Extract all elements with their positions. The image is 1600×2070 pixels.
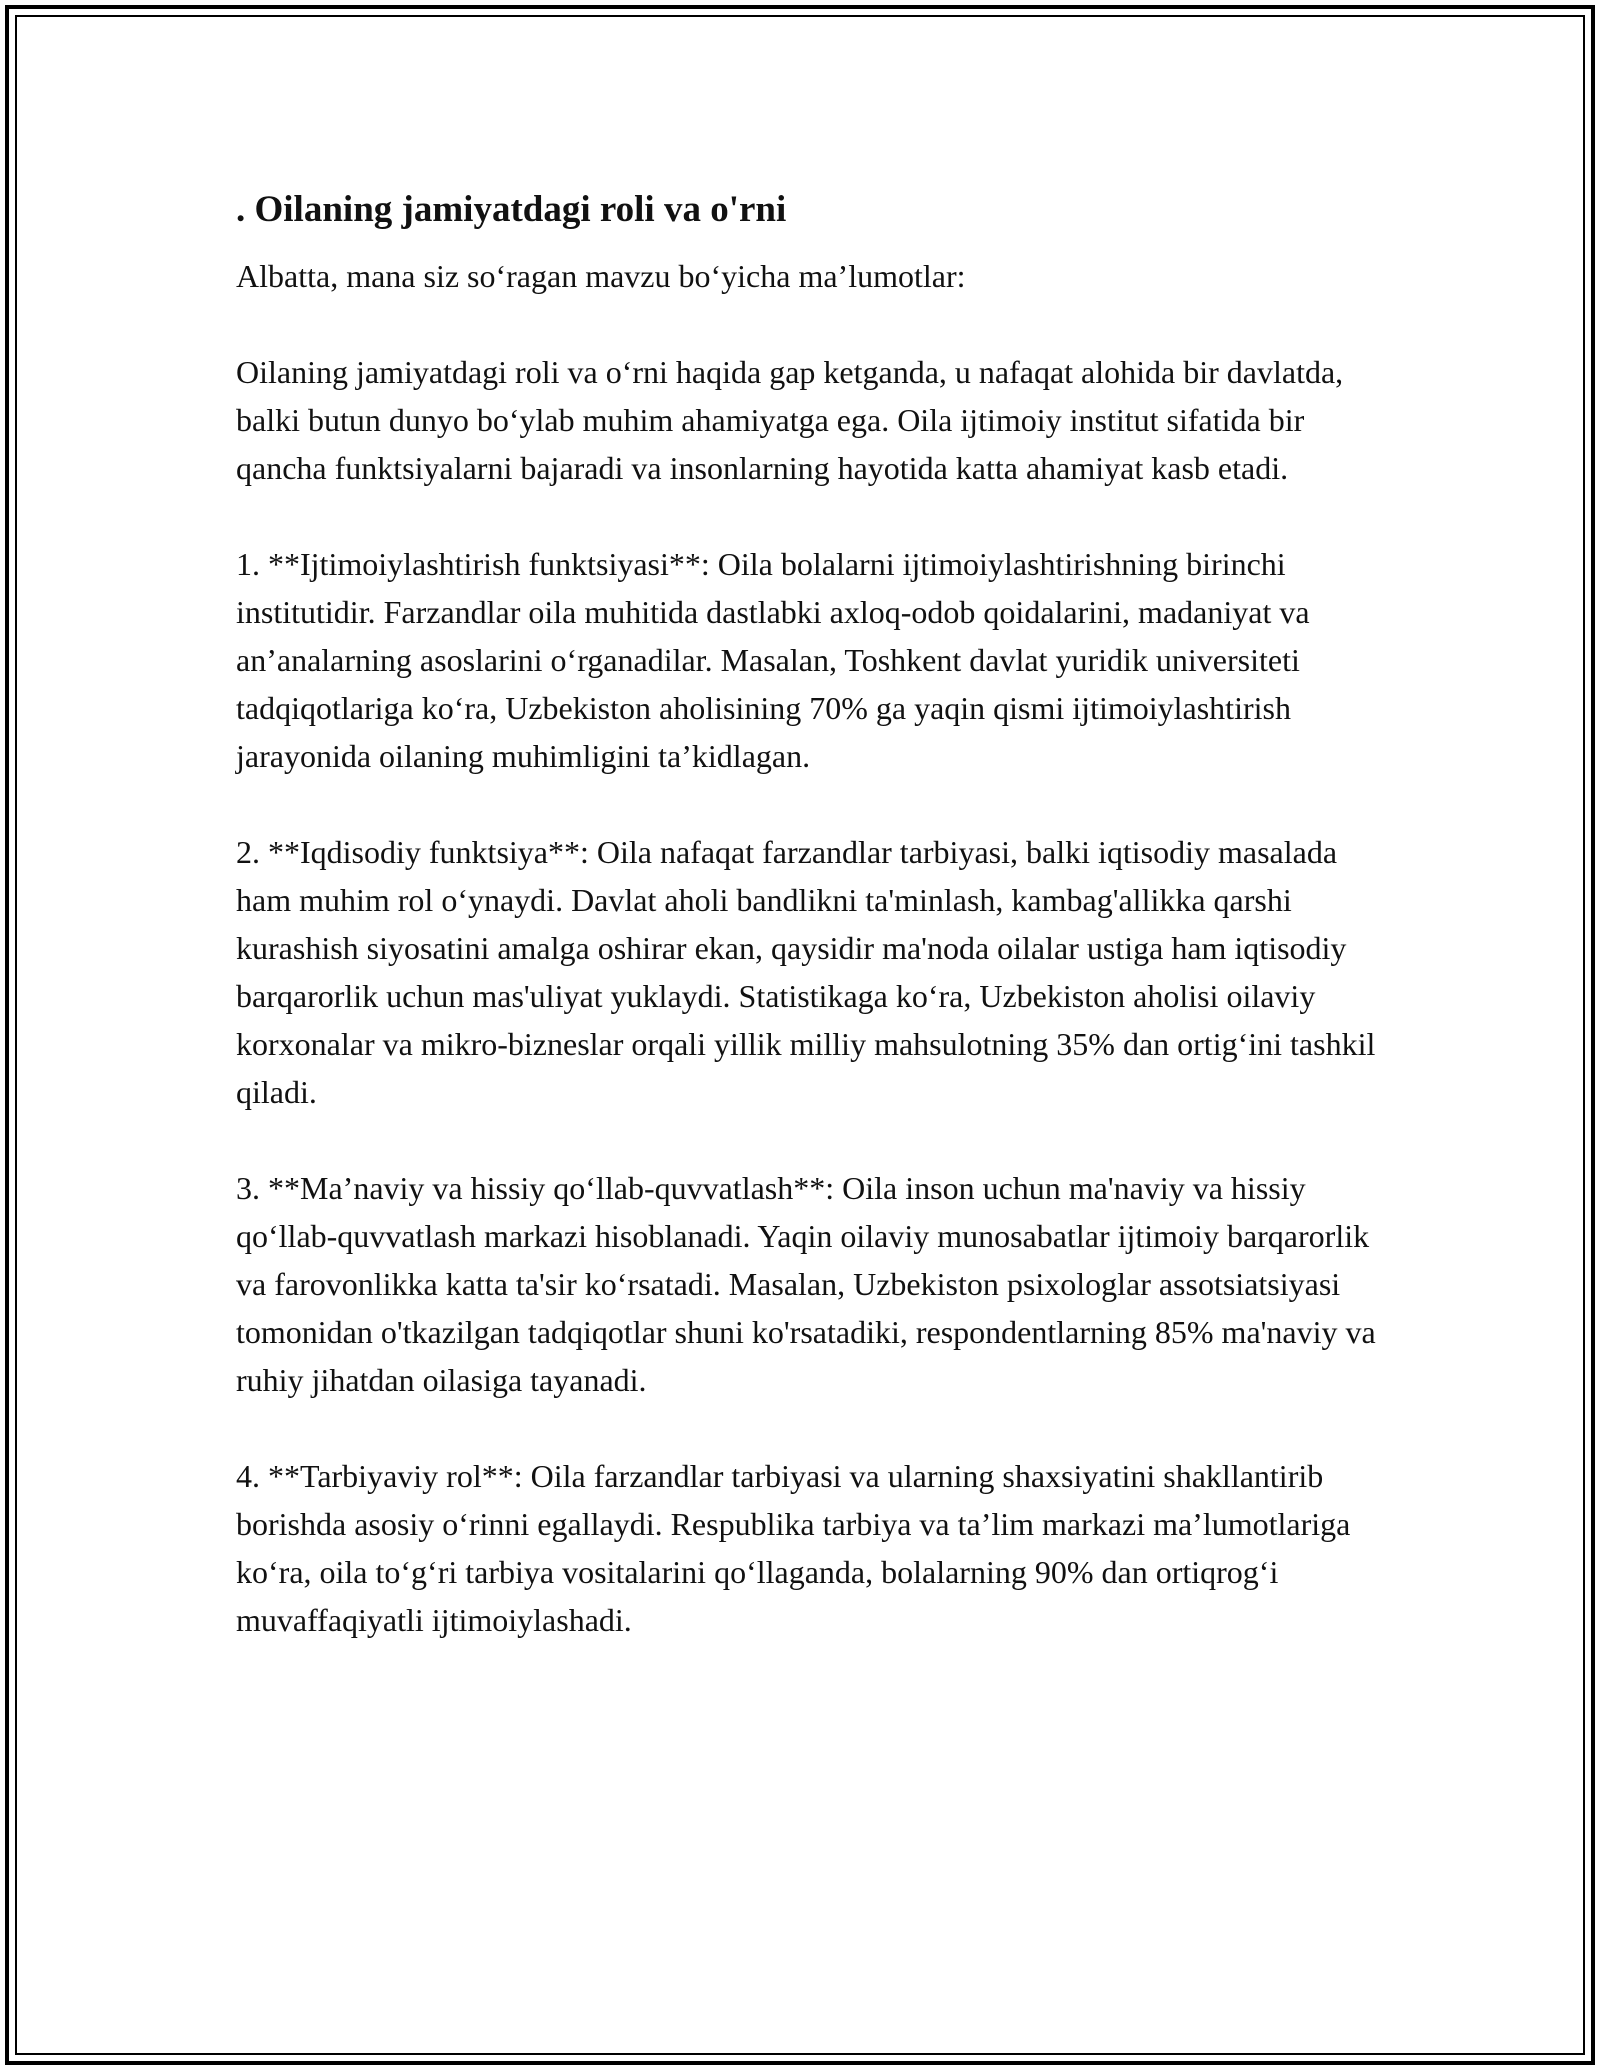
paragraph-overview: Oilaning jamiyatdagi roli va o‘rni haqida gap ketganda, u nafaqat alohida bir davlatda, balki butun dunyo bo‘ylab muhim ahamiyatga ega. Oila ijtimoiy institut sifatida bir qancha funktsiyalarni bajaradi va insonlarning hayotida katta ahamiyat kasb etadi. [236,354,1344,486]
intro-paragraph: Albatta, mana siz so‘ragan mavzu bo‘yicha ma’lumotlar: [236,258,966,294]
paragraph-upbringing: 4. **Tarbiyaviy rol**: Oila farzandlar tarbiyasi va ularning shaxsiyatini shakllantirib borishda asosiy o‘rinni egallaydi. Respublika tarbiya va ta’lim markazi ma’lumotlariga ko‘ra, oila to‘g‘ri tarbiya vositalarini qo‘llaganda, bolalarning 90% dan ortiqrog‘i muvaffaqiyatli ijtimoiylashadi. [236,1458,1351,1638]
document-title: . Oilaning jamiyatdagi roli va o'rni [236,189,787,230]
paragraph-emotional-support: 3. **Ma’naviy va hissiy qo‘llab-quvvatlash**: Oila inson uchun ma'naviy va hissiy qo‘llab-quvvatlash markazi hisoblanadi. Yaqin oilaviy munosabatlar ijtimoiy barqarorlik va farovonlikka katta ta'sir ko‘rsatadi. Masalan, Uzbekiston psixologlar assotsiatsiyasi tomonidan o'tkazilgan tadqiqotlar shuni ko'rsatadiki, respondentlarning 85% ma'naviy va ruhiy jihatdan oilasiga tayanadi. [236,1170,1376,1398]
paragraph-economic: 2. **Iqdisodiy funktsiya**: Oila nafaqat farzandlar tarbiyasi, balki iqtisodiy masalada ham muhim rol o‘ynaydi. Davlat aholi bandlikni ta'minlash, kambag'allikka qarshi kurashish siyosatini amalga oshirar ekan, qaysidir ma'noda oilalar ustiga ham iqtisodiy barqarorlik uchun mas'uliyat yuklaydi. Statistikaga ko‘ra, Uzbekiston aholisi oilaviy korxonalar va mikro-bizneslar orqali yillik milliy mahsulotning 35% dan ortig‘ini tashkil qiladi. [236,834,1376,1110]
document-body [236,186,1386,1692]
paragraph-socialization: 1. **Ijtimoiylashtirish funktsiyasi**: Oila bolalarni ijtimoiylashtirishning birinchi institutidir. Farzandlar oila muhitida dastlabki axloq-odob qoidalarini, madaniyat va an’analarning asoslarini o‘rganadilar. Masalan, Toshkent davlat yuridik universiteti tadqiqotlariga ko‘ra, Uzbekiston aholisining 70% ga yaqin qismi ijtimoiylashtirish jarayonida oilaning muhimligini ta’kidlagan. [236,546,1310,774]
